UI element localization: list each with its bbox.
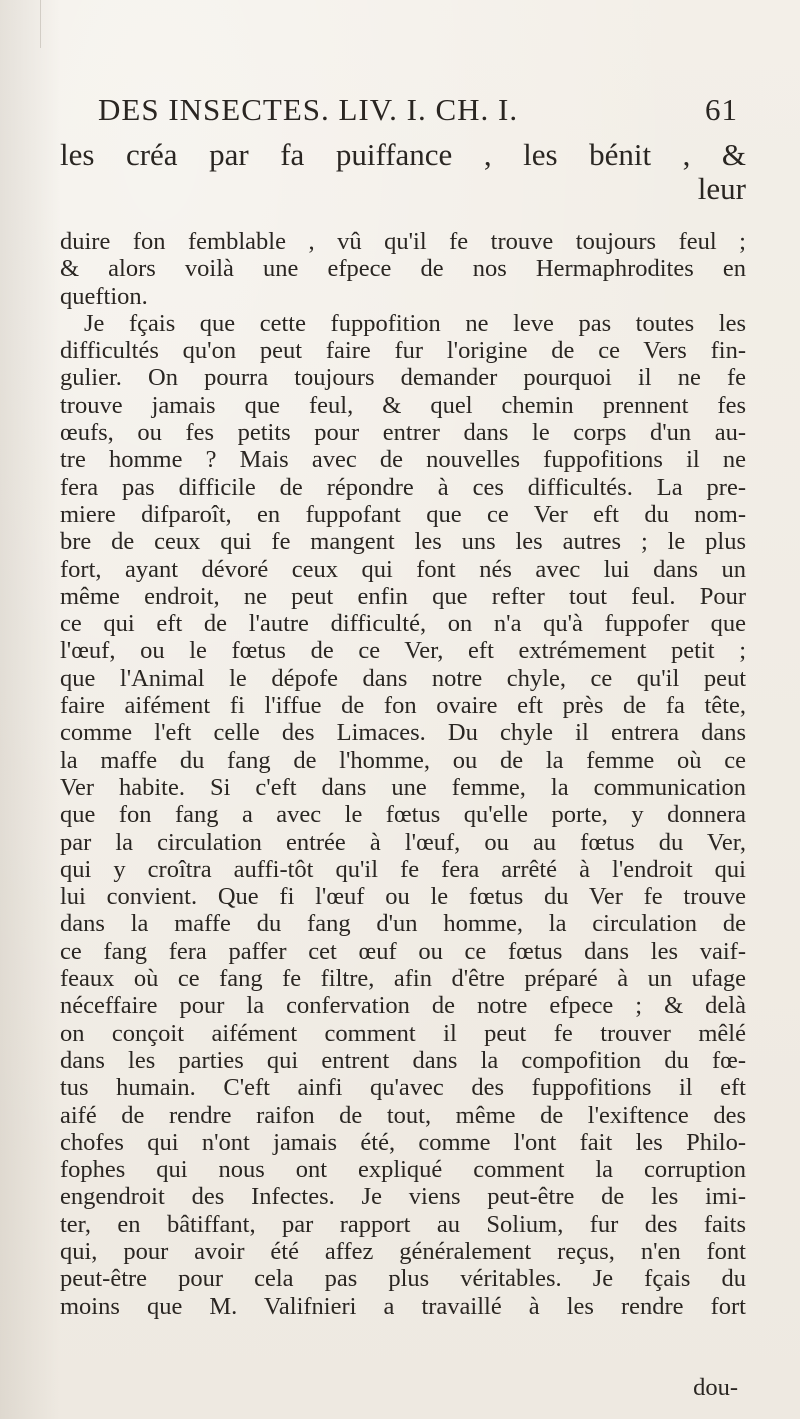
text-line: feaux où ce fang fe filtre, afin d'être préparé à un ufage	[60, 965, 746, 993]
text-line: engendroit des Infectes. Je viens peut-être de les imi-	[60, 1183, 746, 1211]
text-line: ce fang fera paffer cet œuf ou ce fœtus dans les vaif-	[60, 937, 746, 965]
page-text	[60, 138, 746, 1320]
section-gap	[60, 206, 746, 228]
text-line: qui y croîtra auffi-tôt qu'il fe fera arrêté à l'endroit qui	[60, 855, 746, 883]
text-line: fera pas difficile de répondre à ces difficultés. La pre-	[60, 473, 746, 501]
text-line: duire fon femblable , vû qu'il fe trouve toujours feul ;	[60, 228, 746, 255]
text-line: lui convient. Que fi l'œuf ou le fœtus du Ver fe trouve	[60, 883, 746, 911]
text-line: l'œuf, ou le fœtus de ce Ver, eft extrémement petit ;	[60, 637, 746, 665]
text-line: fort, ayant dévoré ceux qui font nés avec lui dans un	[60, 555, 746, 583]
text-line: chofes qui n'ont jamais été, comme l'ont fait les Philo-	[60, 1128, 746, 1156]
text-line: peut-être pour cela pas plus véritables. Je fçais du	[60, 1265, 746, 1293]
page-number: 61	[705, 92, 738, 127]
text-line: fophes qui nous ont expliqué comment la corruption	[60, 1156, 746, 1184]
text-line: même endroit, ne peut enfin que refter tout feul. Pour	[60, 582, 746, 610]
text-line: Ver habite. Si c'eft dans une femme, la communication	[60, 773, 746, 801]
text-line: aifé de rendre raifon de tout, même de l'exiftence des	[60, 1101, 746, 1129]
text-line: tre homme ? Mais avec de nouvelles fuppofitions il ne	[60, 446, 746, 474]
text-line: par la circulation entrée à l'œuf, ou au fœtus du Ver,	[60, 828, 746, 856]
text-line: queftion.	[60, 282, 148, 310]
page-fold-shadow	[0, 0, 60, 1419]
text-line: ce qui eft de l'autre difficulté, on n'a qu'à fuppofer que	[60, 610, 746, 638]
text-line: que l'Animal le dépofe dans notre chyle, ce qu'il peut	[60, 664, 746, 692]
text-line: comme l'eft celle des Limaces. Du chyle il entrera dans	[60, 719, 746, 747]
top-line: leur	[697, 171, 746, 206]
catchword: dou-	[693, 1374, 738, 1401]
text-line: trouve jamais que feul, & quel chemin prennent fes	[60, 391, 746, 419]
text-line: ter, en bâtiffant, par rapport au Solium, fur des faits	[60, 1210, 746, 1238]
text-line: néceffaire pour la confervation de notre efpece ; & delà	[60, 992, 746, 1020]
page-corner-mark	[18, 0, 41, 48]
text-line: faire aifément fi l'iffue de fon ovaire eft près de fa tête,	[60, 692, 746, 720]
text-line: miere difparoît, en fuppofant que ce Ver eft du nom-	[60, 500, 746, 528]
text-line: Je fçais que cette fuppofition ne leve pas toutes les	[84, 309, 746, 337]
running-head	[98, 92, 738, 132]
text-line: gulier. On pourra toujours demander pourquoi il ne fe	[60, 364, 746, 392]
text-line: que fon fang a avec le fœtus qu'elle porte, y donnera	[60, 801, 746, 829]
text-line: & alors voilà une efpece de nos Hermaphrodites en	[60, 255, 746, 283]
text-line: œufs, ou fes petits pour entrer dans le corps d'un au-	[60, 419, 746, 447]
text-line: difficultés qu'on peut faire fur l'origine de ce Vers fin-	[60, 337, 746, 365]
text-line: dans les parties qui entrent dans la compofition du fœ-	[60, 1046, 746, 1074]
text-line: qui, pour avoir été affez généralement reçus, n'en font	[60, 1237, 746, 1265]
running-head-title: DES INSECTES. LIV. I. CH. I.	[98, 92, 519, 127]
text-line: on conçoit aifément comment il peut fe trouver mêlé	[60, 1019, 746, 1047]
text-line: la maffe du fang de l'homme, ou de la femme où ce	[60, 746, 746, 774]
text-line: bre de ceux qui fe mangent les uns les autres ; le plus	[60, 528, 746, 556]
text-line: tus humain. C'eft ainfi qu'avec des fuppofitions il eft	[60, 1074, 746, 1102]
text-line: moins que M. Valifnieri a travaillé à les rendre fort	[60, 1292, 746, 1320]
top-line: les créa par fa puiffance , les bénit , &	[60, 137, 746, 172]
text-line: dans la maffe du fang d'un homme, la circulation de	[60, 910, 746, 938]
